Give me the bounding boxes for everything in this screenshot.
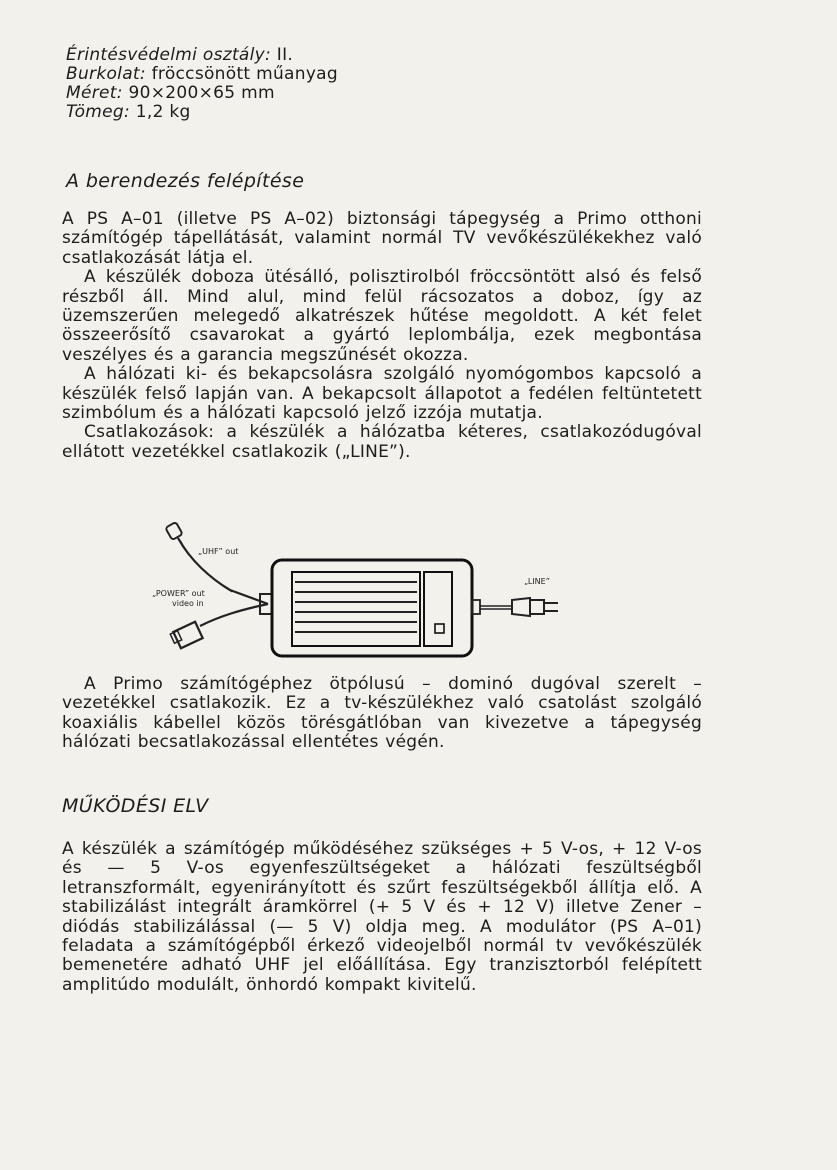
spec-size: Méret: 90×200×65 mm — [66, 83, 275, 103]
paragraph: A hálózati ki- és bekapcsolásra szolgáló nyomógombos kapcsoló a készülék felső lapján van. A bekapcsolt állapotot a fedélen feltüntetett szimbólum és a hálózati kapcsoló jelző izzója mutatja. — [62, 364, 702, 424]
line-plug-icon — [472, 598, 558, 616]
paragraph: A Primo számítógéphez ötpólusú – dominó dugóval szerelt – vezetékkel csatlakozik. Ez a tv-készülékhez való csatolást szolgáló koaxiális kábellel közös törésgátlóban van kivezetve a tápegység hálózati becsatlakozással ellentétes végén. — [62, 674, 702, 753]
section-title-structure: A berendezés felépítése — [66, 170, 305, 192]
spec-housing: Burkolat: fröccsönött műanyag — [66, 64, 338, 84]
structure-text — [62, 210, 702, 462]
operation-text — [62, 840, 702, 995]
power-video-connector-icon — [170, 604, 268, 648]
spec-list — [66, 46, 486, 122]
paragraph: A készülék a számítógép működéséhez szükséges + 5 V-os, + 12 V-os és — 5 V-os egyenfeszültségeket a hálózati feszültségből letranszformált, egyenirányított és szűrt feszültségekből állítja elő. A stabilizálást integrált áramkörrel (+ 5 V és + 12 V) illetve Zener – diódás stabilizálással (— 5 V) oldja meg. A modulátor (PS A–01) feladata a számítógépből érkező videojelből normál tv vevőkészülék bemenetére adható UHF jel előállítása. Egy tranzisztorból felépített amplitúdo modulált, önhordó kompakt kivitelű. — [62, 839, 702, 995]
section-title-operation: MŰKÖDÉSI ELV — [62, 795, 209, 817]
paragraph: A PS A–01 (illetve PS A–02) biztonsági tápegység a Primo otthoni számítógép tápellátását, valamint normál TV vevőkészülékekhez való csatlakozását látja el. — [62, 209, 702, 268]
label-power-out: „POWER” out — [152, 589, 205, 598]
paragraph: A készülék doboza ütésálló, polisztirolból fröccsöntött alsó és felső részből áll. Mind alul, mind felül rácsozatos a doboz, így az üzemszerűen melegedő alkatrészek hűtése megoldott. A két felet összeerősítő csavarokat a gyártó leplombálja, ezek megbontása veszélyes és a garancia megszűnését okozza. — [62, 267, 702, 365]
spec-weight: Tömeg: 1,2 kg — [66, 102, 191, 122]
spec-protection-class: Érintésvédelmi osztály: II. — [66, 45, 294, 65]
power-supply-diagram — [150, 520, 590, 670]
label-line: „LINE” — [524, 577, 550, 586]
paragraph: Csatlakozások: a készülék a hálózatba kéteres, csatlakozódugóval ellátott vezetékkel csatlakozik („LINE”). — [62, 422, 702, 462]
power-supply-box-icon — [272, 560, 472, 656]
label-uhf-out: „UHF” out — [198, 547, 239, 556]
label-video-in: video in — [172, 599, 204, 608]
connection-text — [62, 675, 702, 753]
